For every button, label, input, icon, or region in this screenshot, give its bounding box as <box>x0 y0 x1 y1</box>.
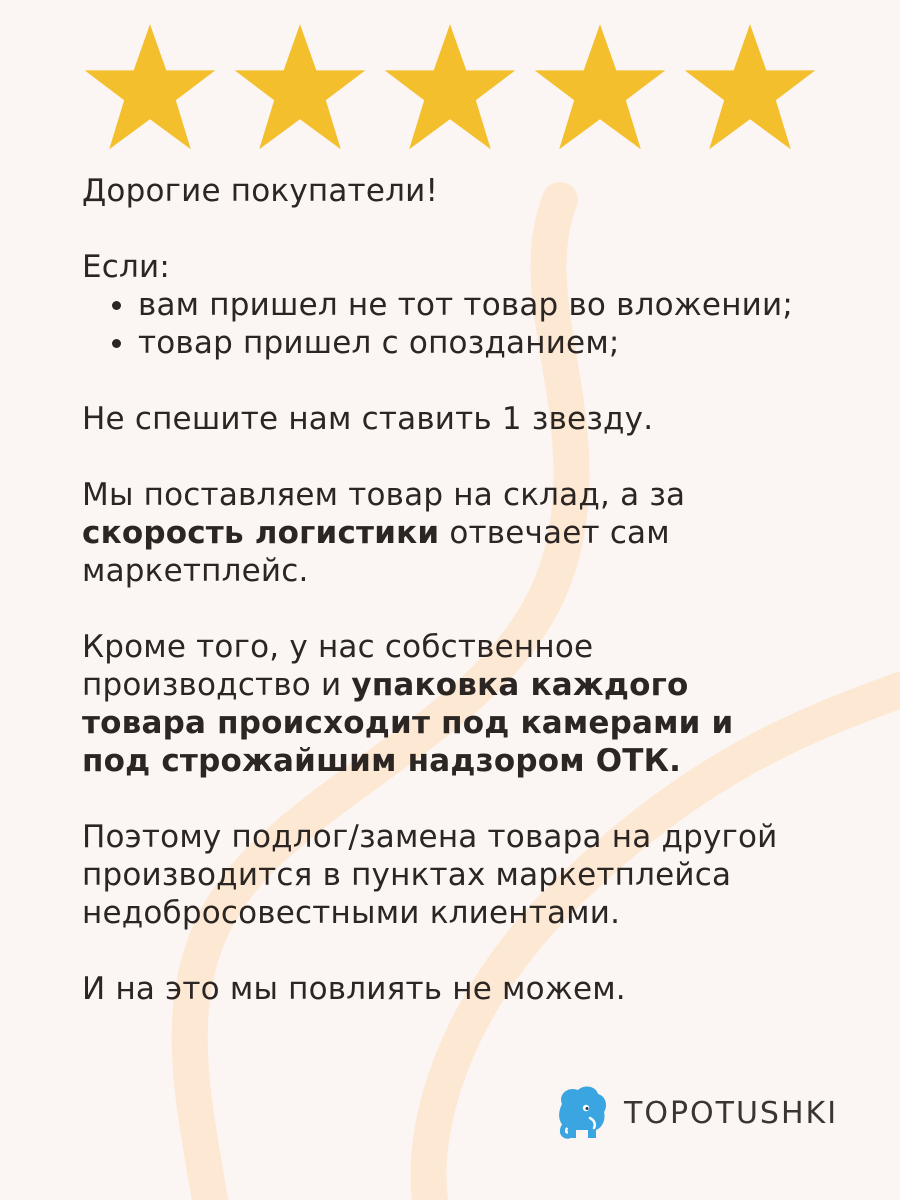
logistics-text-start: Мы поставляем товар на склад, а за <box>82 477 686 513</box>
production-bold: упаковка каждого товара происходит под камерами и под строжайшим надзором ОТК. <box>82 667 734 779</box>
list-item: товар пришел с опозданием; <box>138 324 802 362</box>
logistics-bold: скорость логистики <box>82 515 440 551</box>
logistics-text-end: отвечает сам маркетплейс. <box>82 515 670 589</box>
blue-mammoth-icon <box>550 1084 610 1142</box>
if-label: Если: <box>82 249 171 285</box>
paragraph-production <box>82 628 802 780</box>
reasons-list <box>82 286 802 362</box>
list-item: вам пришел не тот товар во вложении; <box>138 286 802 324</box>
star-icon <box>82 20 218 156</box>
brand-name: TOPOTUSHKI <box>624 1095 839 1131</box>
paragraph-logistics <box>82 476 802 590</box>
greeting: Дорогие покупатели! <box>82 173 439 209</box>
paragraph-one-star: Не спешите нам ставить 1 звезду. <box>82 401 654 437</box>
brand <box>550 1084 838 1142</box>
star-icon <box>532 20 668 156</box>
paragraph-substitution: Поэтому подлог/замена товара на другой производится в пунктах маркетплейса недобросовестными клиентами. <box>82 819 778 931</box>
rating-stars <box>82 20 818 160</box>
star-icon <box>682 20 818 156</box>
star-icon <box>382 20 518 156</box>
star-icon <box>232 20 368 156</box>
message-text <box>82 172 802 1046</box>
paragraph-closing: И на это мы повлиять не можем. <box>82 971 626 1007</box>
production-text-start: Кроме того, у нас собственное производство и <box>82 629 594 703</box>
